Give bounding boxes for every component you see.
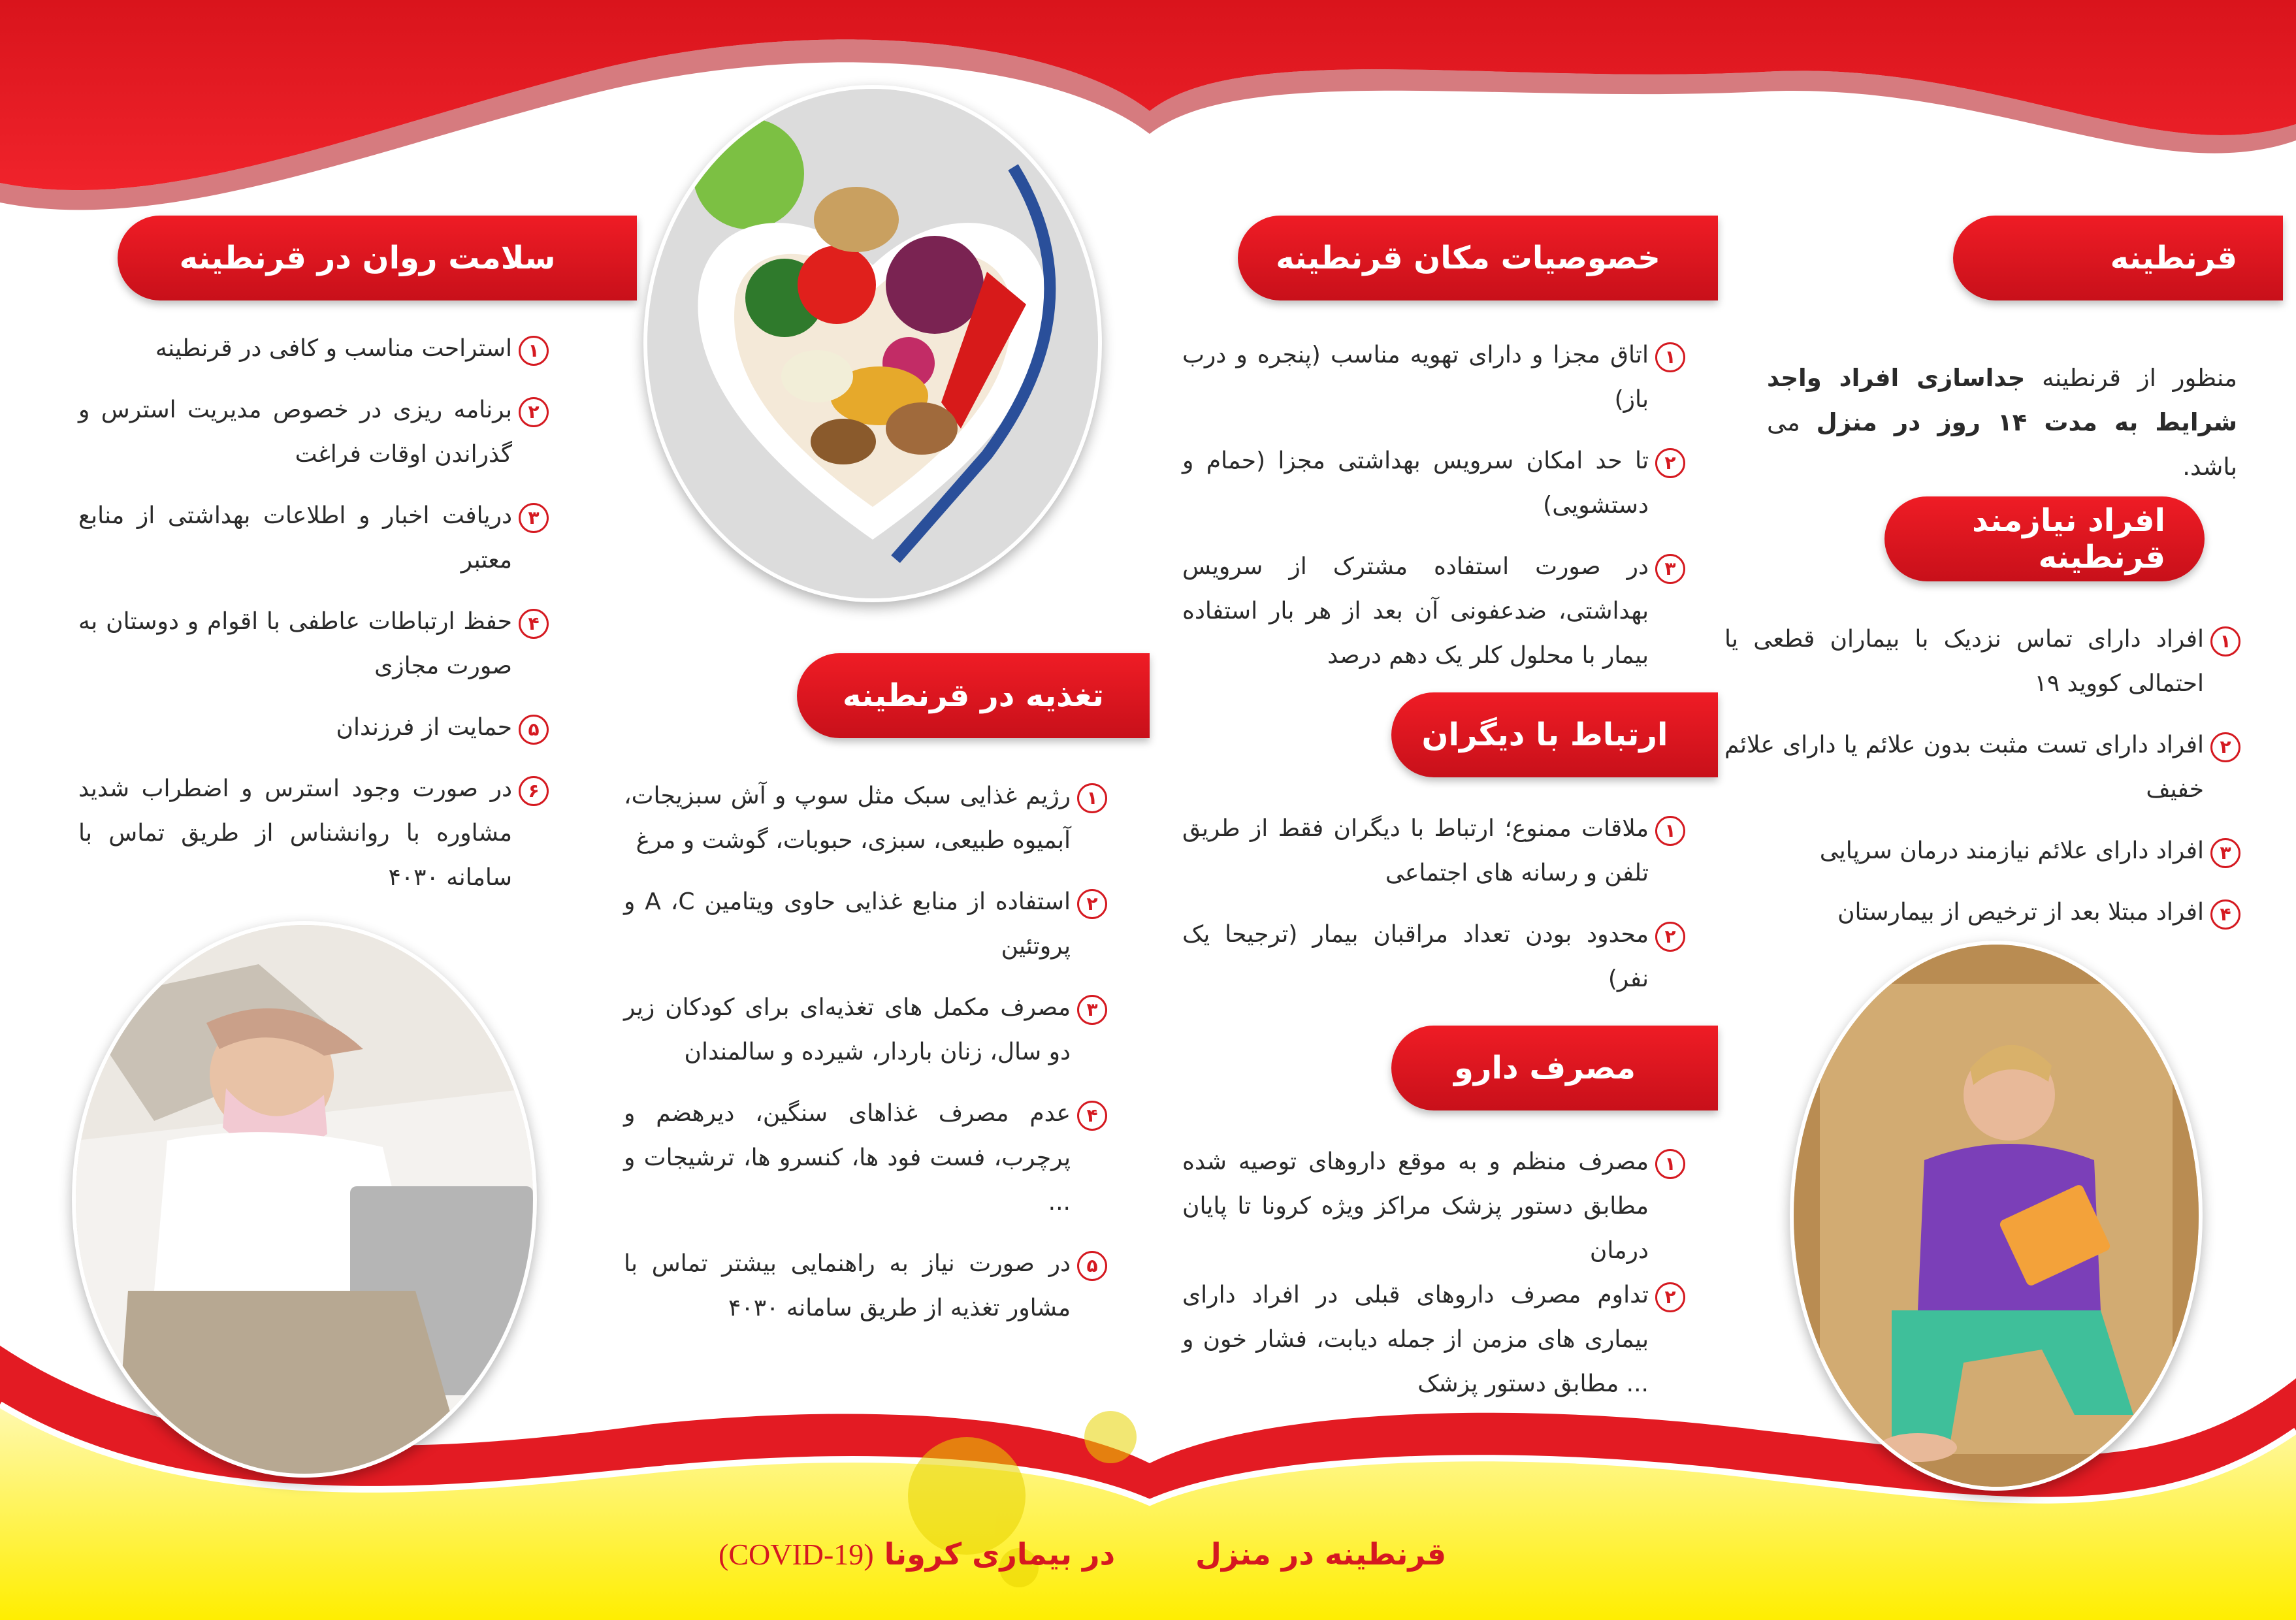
list-item: ۲ برنامه ریزی در خصوص مدیریت استرس و گذراندن اوقات فراغت [78, 388, 549, 477]
number-badge: ۳ [2210, 838, 2240, 868]
list-item: ۵ در صورت نیاز به راهنمایی بیشتر تماس با مشاور تغذیه از طریق سامانه ۴۰۳۰ [624, 1242, 1107, 1331]
list-item: ۶ در صورت وجود استرس و اضطراب شدید مشاوره با روانشناس از طریق تماس با سامانه ۴۰۳۰ [78, 767, 549, 900]
nutrition-title: تغذیه در قرنطینه [797, 653, 1150, 738]
list-item: ۳ در صورت استفاده مشترک از سرویس بهداشتی، ضدعفونی آن بعد از هر بار استفاده بیمار با محلول کلر یک دهم درصد [1182, 545, 1685, 678]
masked-man-icon [76, 925, 533, 1474]
number-badge: ۲ [1655, 448, 1685, 478]
number-badge: ۲ [1077, 889, 1107, 919]
number-badge: ۵ [519, 715, 549, 745]
needy-title: افراد نیازمند قرنطینه [1884, 496, 2205, 581]
list-item: ۴ افراد مبتلا بعد از ترخیص از بیمارستان [1724, 890, 2240, 935]
list-item: ۲ تداوم مصرف داروهای قبلی در افراد دارای بیماری های مزمن از جمله دیابت، فشار خون و ... مطابق دستور پزشک [1182, 1273, 1685, 1406]
list-item: ۳ دریافت اخبار و اطلاعات بهداشتی از منابع معتبر [78, 494, 549, 583]
number-badge: ۲ [1655, 1282, 1685, 1312]
list-item: ۱ افراد دارای تماس نزدیک با بیماران قطعی یا احتمالی کووید ۱۹ [1724, 617, 2240, 706]
heart-food-icon [647, 89, 1098, 598]
list-item: ۲ محدود بودن تعداد مراقبان بیمار (ترجیحا یک نفر) [1182, 913, 1685, 1001]
list-item: ۵ حمایت از فرزندان [78, 705, 549, 750]
list-item: ۲ تا حد امکان سرویس بهداشتی مجزا (حمام و دستشویی) [1182, 439, 1685, 528]
number-badge: ۳ [1077, 995, 1107, 1025]
list-item: ۱ رژیم غذایی سبک مثل سوپ و آش سبزیجات، آبمیوه طبیعی، سبزی، حبوبات، گوشت و مرغ [624, 774, 1107, 863]
quarantine-intro: منظور از قرنطینه جداسازی افراد واجد شرایط به مدت ۱۴ روز در منزل می باشد. [1767, 364, 2237, 481]
mental-health-list [78, 327, 549, 917]
number-badge: ۱ [1655, 342, 1685, 372]
footer-title-part2: در بیماری کرونا (COVID-19) [719, 1536, 1116, 1572]
number-badge: ۳ [1655, 554, 1685, 584]
list-item: ۱ مصرف منظم و به موقع داروهای توصیه شده مطابق دستور پزشک مراکز ویژه کرونا تا پایان درمان [1182, 1140, 1685, 1273]
footer-title-part1: قرنطینه در منزل [1195, 1536, 1447, 1572]
number-badge: ۱ [1077, 783, 1107, 813]
number-badge: ۶ [519, 776, 549, 806]
heart-bowl-healthy-food-photo [643, 85, 1102, 602]
number-badge: ۲ [2210, 732, 2240, 762]
nutrition-list [624, 774, 1107, 1348]
list-item: ۱ ملاقات ممنوع؛ ارتباط با دیگران فقط از طریق تلفن و رسانه های اجتماعی [1182, 807, 1685, 896]
place-list [1182, 333, 1685, 695]
number-badge: ۴ [1077, 1101, 1107, 1131]
list-item: ۴ عدم مصرف غذاهای سنگین، دیرهضم و پرچرب، فست فود ها، کنسرو ها، ترشیجات و ... [624, 1092, 1107, 1225]
number-badge: ۵ [1077, 1251, 1107, 1281]
number-badge: ۲ [1655, 922, 1685, 952]
number-badge: ۳ [519, 503, 549, 533]
masked-man-in-bed-photo [72, 921, 537, 1478]
number-badge: ۱ [2210, 626, 2240, 656]
list-item: ۱ استراحت مناسب و کافی در قرنطینه [78, 327, 549, 371]
place-title: خصوصیات مکان قرنطینه [1238, 216, 1718, 300]
number-badge: ۴ [519, 609, 549, 639]
list-item: ۲ افراد دارای تست مثبت بدون علائم یا دارای علائم خفیف [1724, 723, 2240, 812]
drug-list [1182, 1140, 1685, 1423]
number-badge: ۲ [519, 397, 549, 427]
drug-title: مصرف دارو [1391, 1026, 1718, 1110]
list-item: ۳ افراد دارای علائم نیازمند درمان سرپایی [1724, 829, 2240, 873]
number-badge: ۱ [1655, 816, 1685, 846]
list-item: ۱ اتاق مجزا و دارای تهویه مناسب (پنجره و درب باز) [1182, 333, 1685, 422]
list-item: ۴ حفظ ارتباطات عاطفی با اقوام و دوستان به صورت مجازی [78, 600, 549, 688]
needy-list [1724, 617, 2240, 952]
man-reading-icon [1794, 945, 2199, 1487]
list-item: ۳ مصرف مکمل های تغذیه‌ای برای کودکان زیر دو سال، زنان باردار، شیرده و سالمندان [624, 986, 1107, 1075]
contact-list [1182, 807, 1685, 1018]
quarantine-title: قرنطینه [1953, 216, 2283, 300]
number-badge: ۱ [519, 336, 549, 366]
contact-title: ارتباط با دیگران [1391, 692, 1718, 777]
man-reading-in-box-photo [1790, 941, 2203, 1491]
list-item: ۲ استفاده از منابع غذایی حاوی ویتامین A ،C و پروتئین [624, 880, 1107, 969]
number-badge: ۱ [1655, 1149, 1685, 1179]
mental-health-title: سلامت روان در قرنطینه [118, 216, 637, 300]
number-badge: ۴ [2210, 899, 2240, 930]
